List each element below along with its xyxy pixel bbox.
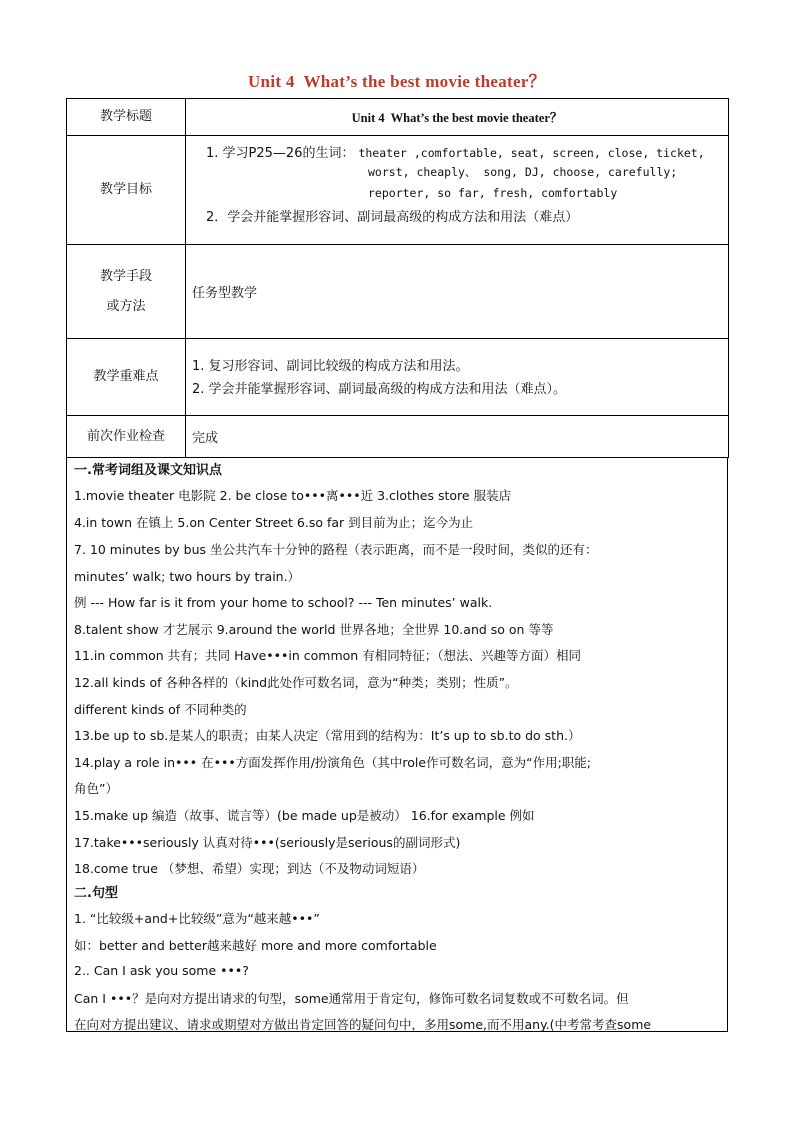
- list-item: different kinds of 不同种类的: [74, 702, 247, 717]
- section1-heading: 一.常考词组及课文知识点: [74, 463, 222, 478]
- methods-value: 任务型教学: [186, 245, 729, 339]
- list-item: 7. 10 minutes by bus 坐公共汽车十分钟的路程（表示距离，而不是一段时间，类似的还有：: [74, 542, 598, 557]
- list-item: minutes’ walk; two hours by train.）: [74, 569, 301, 584]
- goals-line1-prefix: 1. 学习P25—26的生词：: [206, 146, 355, 161]
- table-row: [67, 99, 729, 136]
- goals-line3: reporter, so far, fresh, comfortably: [368, 186, 618, 200]
- table-row: [67, 136, 729, 245]
- goals-line2: worst, cheaply、 song, DJ, choose, carefully;: [368, 165, 678, 179]
- section2-heading: 二.句型: [74, 886, 118, 901]
- key-points-cell: [186, 339, 729, 416]
- lesson-plan-table: [66, 98, 729, 458]
- sentence-item: 2.. Can I ask you some •••?: [74, 963, 249, 978]
- content-section: [66, 457, 728, 1032]
- homework-value: 完成: [186, 416, 729, 458]
- row-label-methods: [67, 245, 186, 339]
- methods-label-line1: 教学手段: [99, 268, 152, 284]
- row-label-title: 教学标题: [67, 99, 186, 136]
- list-item: 例 --- How far is it from your home to school? --- Ten minutes’ walk.: [74, 595, 493, 610]
- list-item: 14.play a role in••• 在•••方面发挥作用/扮演角色（其中role作可数名词，意为“作用;职能;: [74, 755, 591, 770]
- lesson-title-value: Unit 4 What’s the best movie theater？: [186, 99, 729, 136]
- list-item: 12.all kinds of 各种各样的（kind此处作可数名词，意为“种类；类别；性质”。: [74, 675, 518, 690]
- sentence-item: 1. “比较级+and+比较级”意为“越来越•••”: [74, 911, 320, 926]
- list-item: 18.come true （梦想、希望）实现；到达（不及物动词短语）: [74, 861, 425, 876]
- key-point-1: 1. 复习形容词、副词比较级的构成方法和用法。: [192, 359, 469, 374]
- list-item: 15.make up 编造（故事、谎言等）(be made up是被动） 16.for example 例如: [74, 808, 535, 823]
- list-item: 角色”）: [74, 781, 118, 796]
- table-row: [67, 416, 729, 458]
- methods-label-line2: 或方法: [106, 298, 146, 314]
- sentence-item: Can I •••？是向对方提出请求的句型，some通常用于肯定句，修饰可数名词复数或不可数名词。但: [74, 991, 629, 1006]
- goals-line1-words: theater ,comfortable, seat, screen, close, ticket,: [358, 146, 705, 160]
- list-item: 11.in common 共有；共同 Have•••in common 有相同特征；（想法、兴趣等方面）相同: [74, 648, 581, 663]
- sentence-item: 在向对方提出建议、请求或期望对方做出肯定回答的疑问句中，多用some,而不用any.(中考常考查some: [74, 1017, 652, 1032]
- goals-line4: 2．学会并能掌握形容词、副词最高级的构成方法和用法（难点）: [206, 210, 579, 225]
- row-label-key-points: 教学重难点: [67, 339, 186, 416]
- list-item: 13.be up to sb.是某人的职责；由某人决定（常用到的结构为：It’s up to sb.to do sth.）: [74, 728, 581, 743]
- table-row: [67, 339, 729, 416]
- list-item: 4.in town 在镇上 5.on Center Street 6.so far 到目前为止；迄今为止: [74, 515, 474, 530]
- list-item: 17.take•••seriously 认真对待•••(seriously是serious的副词形式): [74, 835, 461, 850]
- list-item: 8.talent show 才艺展示 9.around the world 世界各地；全世界 10.and so on 等等: [74, 622, 554, 637]
- list-item: 1.movie theater 电影院 2. be close to•••离•••近 3.clothes store 服装店: [74, 488, 512, 503]
- sentence-item: 如：better and better越来越好 more and more comfortable: [74, 938, 437, 953]
- goals-cell: [186, 136, 729, 245]
- key-point-2: 2. 学会并能掌握形容词、副词最高级的构成方法和用法（难点）。: [192, 382, 567, 397]
- document-title: Unit 4 What’s the best movie theater？: [247, 72, 546, 91]
- row-label-goals: 教学目标: [67, 136, 186, 245]
- table-row: [67, 245, 729, 339]
- row-label-homework: 前次作业检查: [67, 416, 186, 458]
